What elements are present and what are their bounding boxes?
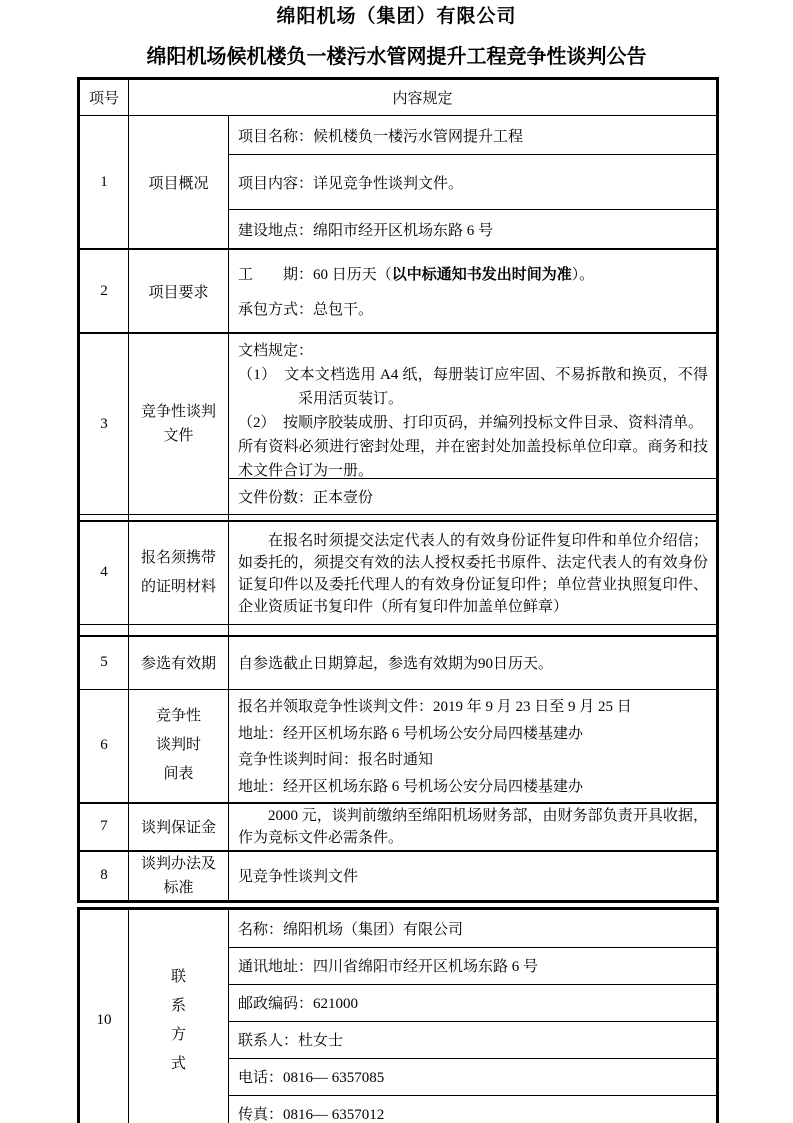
row2-content: [229, 249, 718, 333]
schedule-negotiation-time: 竞争性谈判时间：报名时通知: [238, 752, 434, 769]
company-title: 绵阳机场（集团）有限公司: [276, 6, 517, 27]
registration-materials-text: 在报名时须提交法定代表人的有效身份证件复印件和单位介绍信；如委托的，须提交有效的法人授权委托书原件、法定代表人的有效身份证复印件以及委托代理人的有效身份证复印件；单位营业执照复印件、企业资质证书复印件（所有复印件加盖单位鲜章）: [238, 532, 709, 615]
row-project-requirements: [79, 249, 718, 333]
row-negotiation-method: [79, 851, 718, 902]
contact-person: 联系人：杜女士: [229, 1021, 716, 1058]
deposit-text: 2000 元，谈判前缴纳至绵阳机场财务部，由财务部负责开具收据，作为竞标文件必需条件。: [238, 807, 709, 846]
row-negotiation-documents: [79, 333, 718, 515]
doc-rules-title: 文档规定：: [238, 343, 314, 359]
row7-label: 谈判保证金: [129, 803, 229, 851]
row10-label-char3: 方: [170, 1026, 186, 1043]
row3-content: [229, 333, 718, 515]
contact-fax: 传真：0816— 6357012: [229, 1095, 716, 1123]
row-project-overview: [79, 116, 718, 250]
validity-period-text: 自参选截止日期算起，参选有效期为90日历天。: [238, 656, 554, 672]
row-contact-info: [79, 908, 718, 1123]
row2-number: 2: [79, 249, 129, 333]
row10-label-char4: 式: [170, 1055, 186, 1072]
sealing-note: 所有资料必须进行密封处理，并在密封处加盖投标单位印章。商务和技术文件合订为一册。: [238, 439, 709, 479]
announcement-title: 绵阳机场候机楼负一楼污水管网提升工程竞争性谈判公告: [146, 46, 647, 68]
row6-label-line1: 竞争性: [155, 708, 201, 724]
spacer-row: [79, 625, 718, 636]
row1-number: 1: [79, 116, 129, 250]
doc-rule-item2: （2） 按顺序胶装成册、打印页码，并编列投标文件目录、资料清单。: [238, 415, 704, 431]
row-negotiation-schedule: [79, 689, 718, 803]
row4-label-line1: 报名须携带: [140, 549, 216, 566]
project-content: 项目内容：详见竞争性谈判文件。: [229, 154, 716, 209]
duration-line: [238, 263, 708, 284]
contact-company-name: 名称：绵阳机场（集团）有限公司: [238, 921, 464, 938]
row7-content: [229, 803, 718, 851]
row4-label-line2: 的证明材料: [140, 578, 216, 595]
row5-number: 5: [79, 636, 129, 690]
row8-label: [129, 851, 229, 902]
document-rules: [229, 334, 716, 486]
row10-label: [129, 908, 229, 1123]
method-text: 见竞争性谈判文件: [238, 869, 359, 885]
row8-content: [229, 851, 718, 902]
row3-label-line2: 文件: [163, 428, 194, 444]
row10-number: 10: [79, 908, 129, 1123]
schedule-address1: 地址：经开区机场东路 6 号机场公安分局四楼基建办: [238, 725, 584, 742]
row-negotiation-deposit: [79, 803, 718, 851]
row-registration-materials: [79, 521, 718, 625]
row5-content: [229, 636, 718, 690]
schedule-address2: 地址：经开区机场东路 6 号机场公安分局四楼基建办: [238, 778, 584, 795]
row8-number: 8: [79, 851, 129, 902]
copies-count: 文件份数：正本壹份: [229, 478, 716, 514]
duration-text: 工 期：60 日历天（: [238, 267, 392, 284]
row3-label: [129, 333, 229, 515]
row4-content: [229, 521, 718, 625]
schedule-registration: 报名并领取竞争性谈判文件：2019 年 9 月 23 日至 9 月 25 日: [238, 699, 632, 716]
row6-label-line2: 谈判时: [155, 737, 201, 753]
row1-content: [229, 116, 718, 250]
header-item-no: 项号: [79, 79, 129, 116]
row6-number: 6: [79, 689, 129, 803]
contact-phone: 电话：0816— 6357085: [229, 1058, 716, 1095]
contact-postal-code: 邮政编码：621000: [229, 984, 716, 1021]
row4-label: [129, 521, 229, 625]
row1-label: 项目概况: [129, 116, 229, 250]
row8-label-line1: 谈判办法及: [140, 855, 216, 872]
doc-rule-item1: （1） 文本文档选用 A4 纸，每册装订应牢固、不易拆散和换页，不得采用活页装订。: [238, 367, 709, 407]
row6-label-line3: 间表: [163, 766, 194, 782]
project-name: 项目名称：候机楼负一楼污水管网提升工程: [238, 128, 524, 145]
row10-label-char1: 联: [170, 968, 186, 985]
row6-content: [229, 689, 718, 803]
row10-label-char2: 系: [170, 997, 186, 1014]
header-content-spec: 内容规定: [129, 79, 718, 116]
duration-suffix: ）。: [571, 267, 595, 284]
row-validity-period: [79, 636, 718, 690]
table-header-row: [79, 79, 718, 116]
row3-label-line1: 竞争性谈判: [140, 404, 216, 420]
duration-bold-text: 以中标通知书发出时间为准: [391, 267, 572, 284]
contact-mailing-address: 通讯地址：四川省绵阳市经开区机场东路 6 号: [229, 947, 716, 984]
construction-site: 建设地点：绵阳市经开区机场东路 6 号: [229, 209, 716, 248]
row7-number: 7: [79, 803, 129, 851]
contact-table: [77, 907, 719, 1123]
row5-label: 参选有效期: [129, 636, 229, 690]
row2-label: 项目要求: [129, 249, 229, 333]
row4-number: 4: [79, 521, 129, 625]
contract-mode-line: 承包方式：总包干。: [238, 301, 374, 318]
row8-label-line2: 标准: [163, 879, 194, 896]
row6-label: [129, 689, 229, 803]
row3-number: 3: [79, 333, 129, 515]
notice-table-main: [77, 77, 719, 903]
row10-content: [229, 908, 718, 1123]
